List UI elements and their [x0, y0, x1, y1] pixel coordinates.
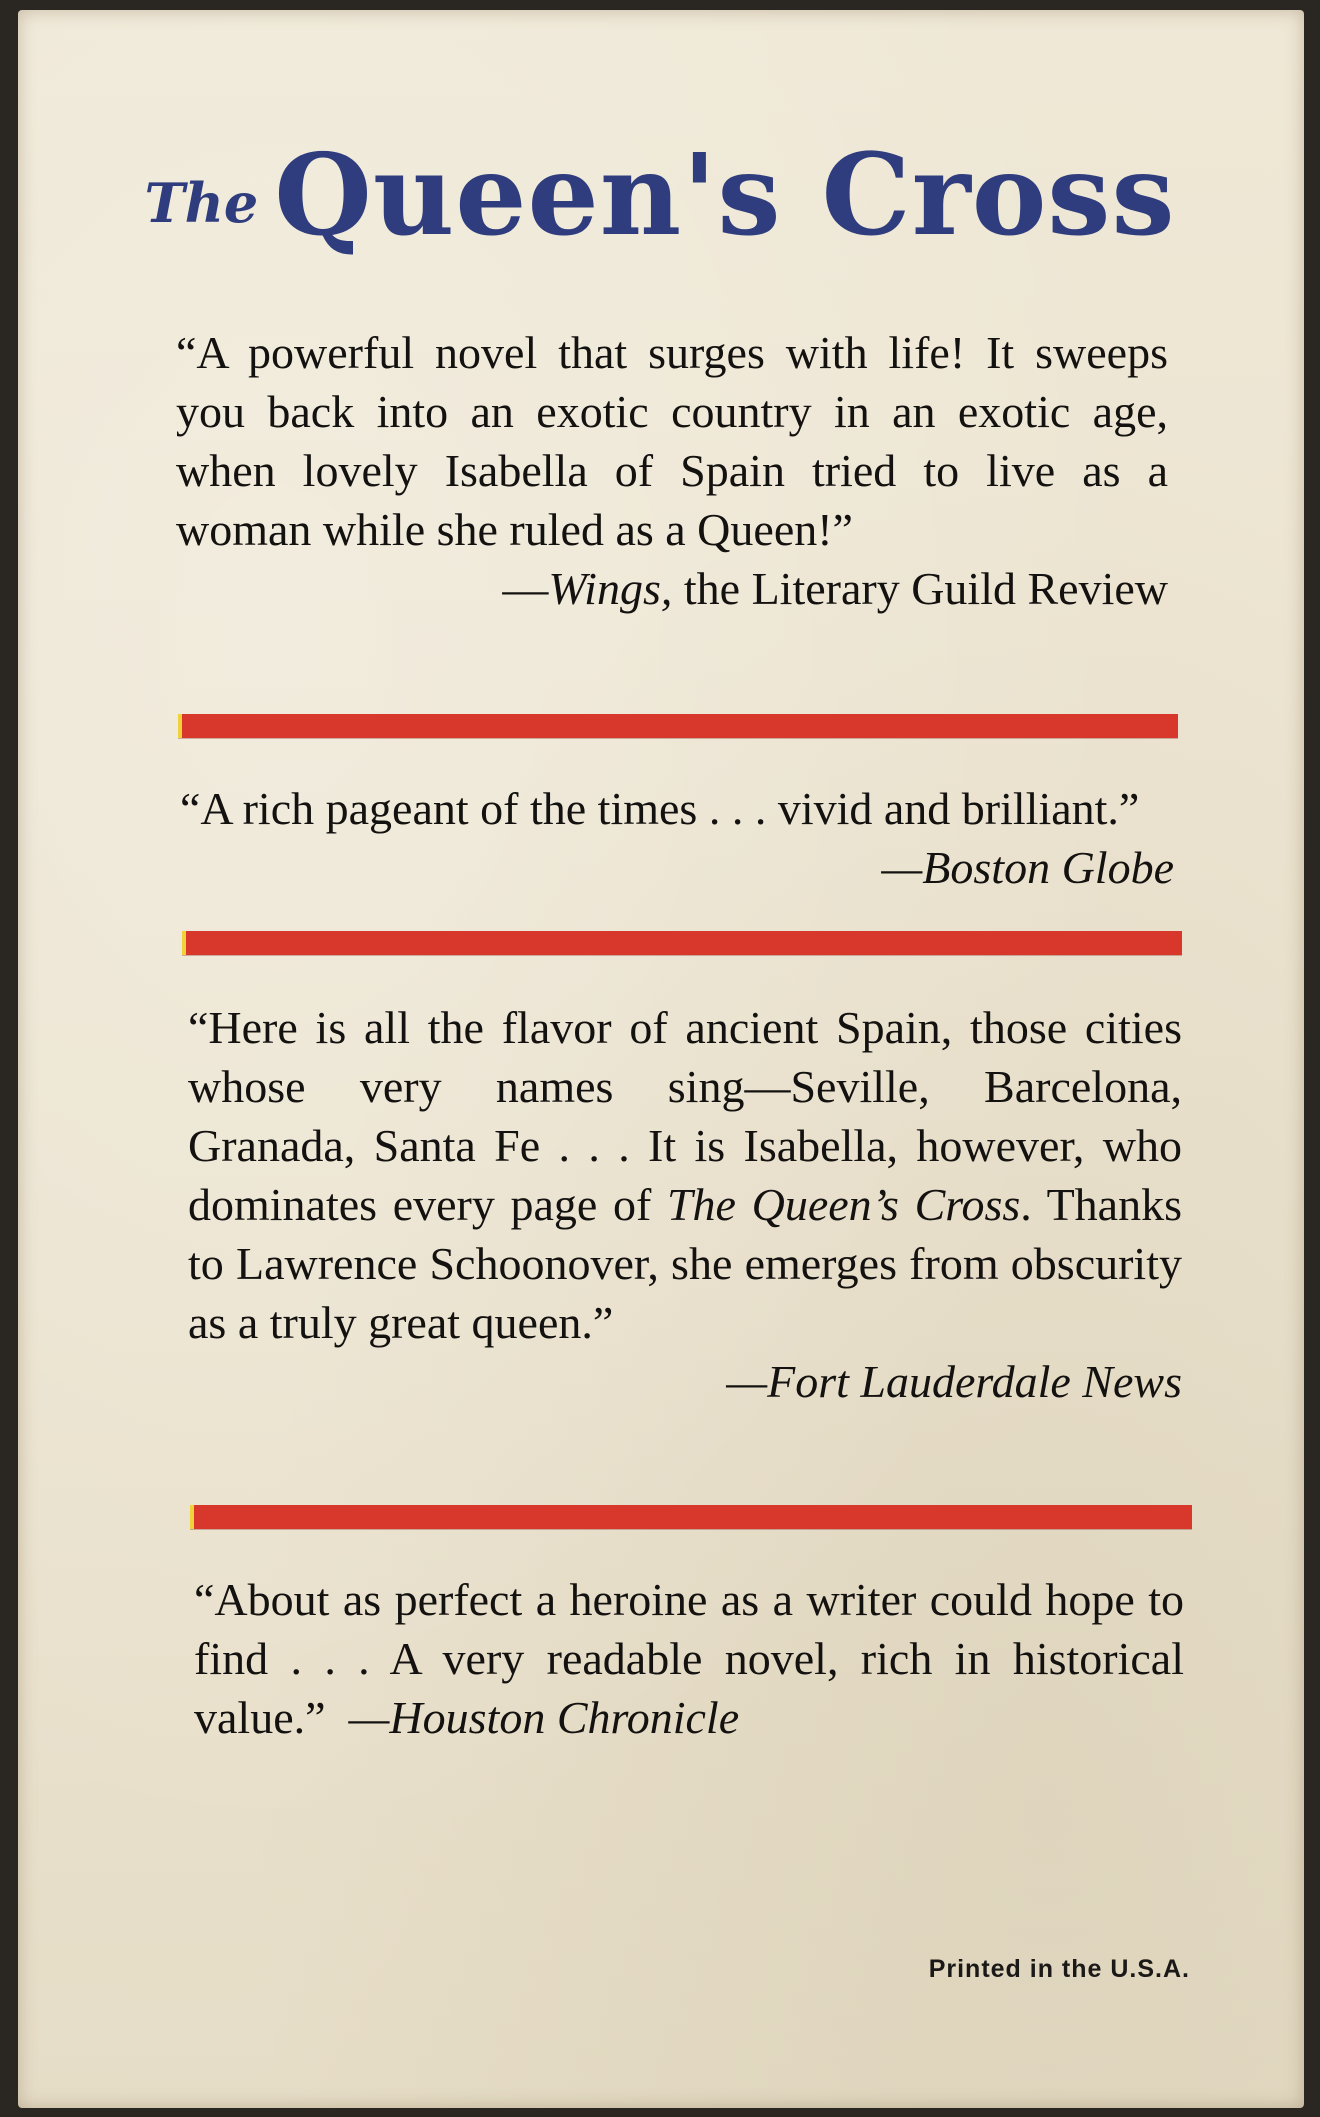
source-dash: — [502, 563, 549, 614]
quote-text: “A powerful novel that surges with life! It sweeps you back into an exotic country in an exotic age, when lovely Isabella of Spain tried to live as a woman while she ruled as a Queen!” [176, 327, 1168, 555]
source-rest: the Literary Guild Review [672, 563, 1168, 614]
red-divider [190, 1505, 1192, 1529]
red-divider [182, 931, 1182, 955]
review-quote-houston-chronicle [194, 1570, 1184, 1747]
quote-source: —Boston Globe [881, 842, 1174, 893]
source-publication: Wings, [548, 563, 673, 614]
quote-text: “Here is all the flavor of ancient Spain, those cities whose very names sing—Seville, Barcelona, Granada, Santa Fe . . . It is Isabella, however, who dominates every page of The Queen’s Cross. Thanks to Lawrence Schoonover, she emerges from obscurity as a truly great queen.” [188, 1002, 1182, 1348]
quote-source: —Houston Chronicle [348, 1692, 740, 1743]
review-quote-fort-lauderdale [188, 998, 1182, 1411]
book-title [0, 130, 1320, 261]
review-quote-wings [176, 323, 1168, 618]
quote-text: “About as perfect a heroine as a writer could hope to find . . . A very readable novel, rich in historical value.” —Houston Chronicle [194, 1574, 1184, 1743]
review-quote-boston-globe [180, 779, 1174, 893]
quote-text: “A rich pageant of the times . . . vivid and brilliant.” [180, 783, 1140, 834]
quote-source: —Fort Lauderdale News [726, 1356, 1182, 1407]
quote-source [176, 559, 1168, 618]
printed-in-usa: Printed in the U.S.A. [928, 1955, 1190, 1983]
book-title-italic: The Queen’s Cross [666, 1179, 1021, 1230]
title-the: The [144, 171, 259, 235]
red-divider [178, 714, 1178, 738]
title-main: Queen's Cross [274, 130, 1176, 261]
